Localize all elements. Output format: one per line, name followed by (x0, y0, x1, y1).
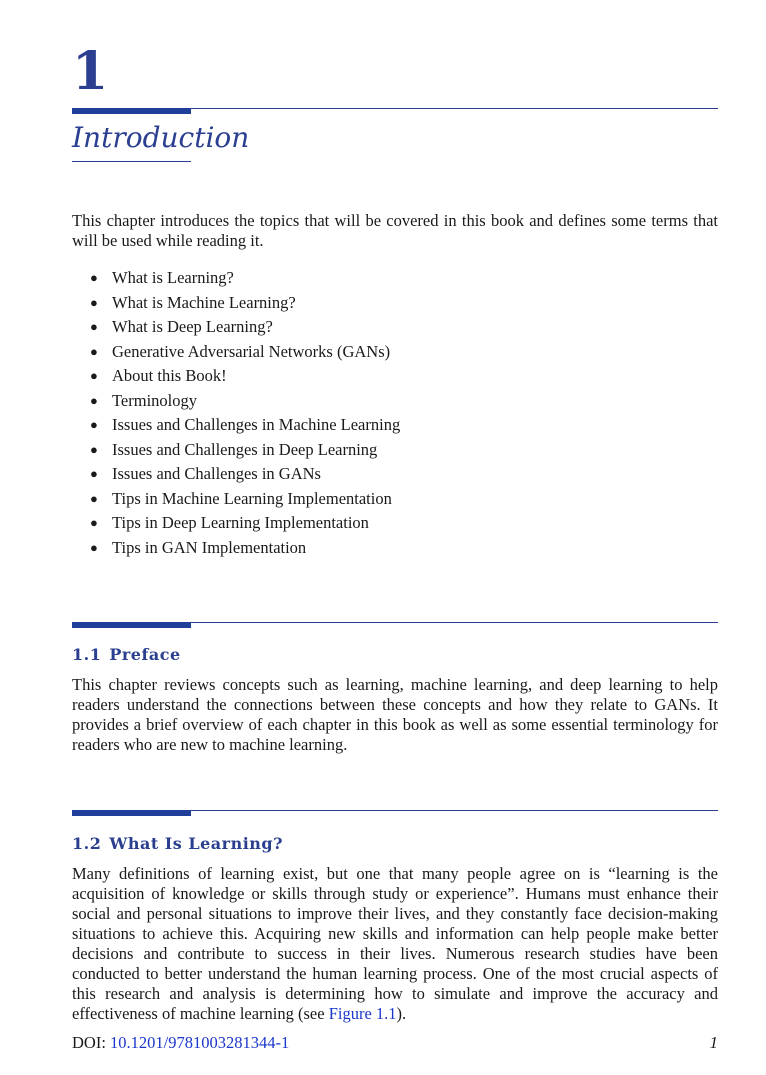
bullet-icon: ● (90, 319, 98, 334)
section-rule-thin (191, 622, 718, 623)
section-number: 1.1 (72, 645, 102, 664)
section-heading-preface (72, 644, 181, 666)
list-item: ● Tips in Deep Learning Implementation (90, 511, 400, 536)
bullet-icon: ● (90, 392, 98, 408)
list-item: ● Tips in GAN Implementation (90, 536, 400, 561)
topic-list (90, 266, 400, 560)
chapter-title: Introduction (72, 121, 250, 154)
doi-label: DOI: (72, 1033, 106, 1052)
page-number: 1 (709, 1033, 718, 1052)
chapter-rule-thin (191, 108, 718, 109)
section-title: What Is Learning? (109, 834, 283, 853)
bullet-icon: ● (90, 539, 98, 555)
intro-paragraph: This chapter introduces the topics that will be covered in this book and defines some terms that will be used while reading it. (72, 211, 718, 250)
list-item: ● Generative Adversarial Networks (GANs) (90, 340, 400, 365)
section-rule-thick (72, 810, 191, 816)
list-item: ● Terminology (90, 389, 400, 414)
list-item: ● What is Machine Learning? (90, 291, 400, 316)
bullet-icon: ● (90, 368, 98, 383)
chapter-number: 1 (72, 41, 109, 102)
chapter-title-underline (72, 161, 191, 162)
bullet-icon: ● (90, 490, 98, 506)
list-item: ● Tips in Machine Learning Implementation (90, 487, 400, 512)
section-rule-thick (72, 622, 191, 628)
section-heading-learning (72, 833, 283, 855)
bullet-icon: ● (90, 343, 98, 359)
list-item: ● What is Deep Learning? (90, 315, 400, 340)
section-rule-thin (191, 810, 718, 811)
bullet-icon: ● (90, 515, 98, 530)
list-item: ● Issues and Challenges in Deep Learning (90, 438, 400, 463)
preface-paragraph: This chapter reviews concepts such as learning, machine learning, and deep learning to help readers understand the connections between these concepts and how they relate to GANs. It provides a brief overview of each chapter in this book as well as some essential terminology for readers who are new to machine learning. (72, 675, 718, 754)
list-item: ● What is Learning? (90, 266, 400, 291)
list-item: ● Issues and Challenges in Machine Learning (90, 413, 400, 438)
section-title: Preface (109, 645, 181, 664)
doi-link[interactable]: 10.1201/9781003281344-1 (110, 1033, 290, 1052)
figure-reference-link[interactable]: Figure 1.1 (328, 1004, 397, 1023)
bullet-icon: ● (90, 466, 98, 481)
chapter-rule-thick (72, 108, 191, 114)
list-item: ● Issues and Challenges in GANs (90, 462, 400, 487)
section-number: 1.2 (72, 834, 102, 853)
bullet-icon: ● (90, 294, 98, 310)
bullet-icon: ● (90, 270, 98, 285)
footer-doi (72, 1032, 289, 1054)
bullet-icon: ● (90, 417, 98, 432)
list-item: ● About this Book! (90, 364, 400, 389)
learning-paragraph: Many definitions of learning exist, but one that many people agree on is “learning is the acquisition of knowledge or skills through study or experience”. Humans must enhance their social and personal situations to improve their lives, and they constantly face decision-making situations to achieve this. Acquiring new skills and information can help people make better decisions and contribute to success in their lives. Numerous research studies have been conducted to better understand the human learning process. One of the most crucial aspects of this research and analysis is determining how to simulate and improve the accuracy and effectiveness of machine learning (see Figure 1.1). (72, 864, 718, 1023)
bullet-icon: ● (90, 441, 98, 457)
